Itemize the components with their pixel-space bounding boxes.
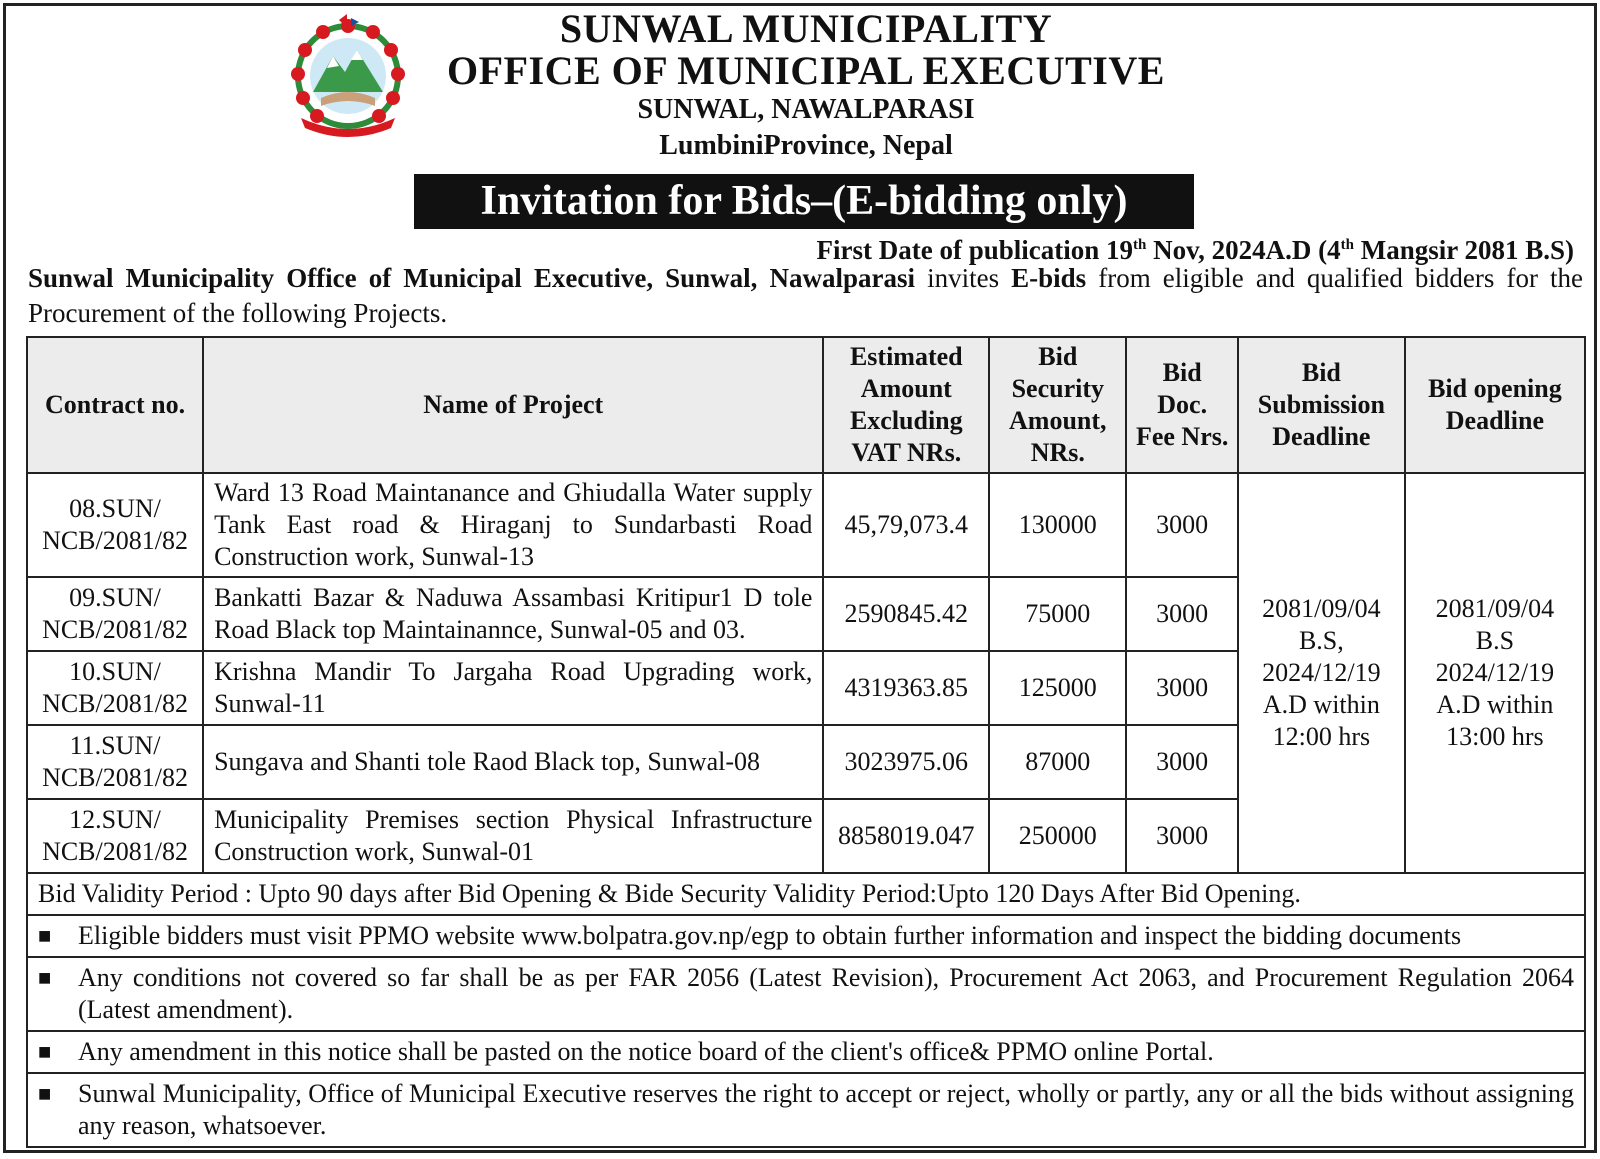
project-name: Krishna Mandir To Jargaha Road Upgrading work, Sunwal-11 (203, 651, 823, 725)
estimated-amount: 3023975.06 (823, 725, 989, 799)
bid-doc-fee: 3000 (1126, 651, 1238, 725)
estimated-amount: 8858019.047 (823, 799, 989, 873)
list-item (38, 920, 1574, 952)
condition-text: Eligible bidders must visit PPMO website www.bolpatra.gov.np/egp to obtain further information and inspect the bidding documents (78, 921, 1462, 950)
contract-no: 08.SUN/ NCB/2081/82 (27, 473, 203, 577)
condition-row (27, 915, 1585, 957)
list-item (38, 1078, 1574, 1142)
bid-doc-fee: 3000 (1126, 725, 1238, 799)
header-bid-doc-fee: Bid Doc. Fee Nrs. (1126, 337, 1238, 473)
bid-security: 75000 (989, 577, 1126, 651)
bullet-square-icon: ■ (38, 965, 52, 990)
notice-page (3, 3, 1597, 1153)
opening-deadline: 2081/09/04 B.S 2024/12/19 A.D within 13:00 hrs (1405, 473, 1585, 873)
header-bid-security: Bid Security Amount, NRs. (989, 337, 1126, 473)
office-address: SUNWAL, NAWALPARASI (637, 94, 975, 125)
estimated-amount: 4319363.85 (823, 651, 989, 725)
submission-deadline: 2081/09/04 B.S, 2024/12/19 A.D within 12:00 hrs (1238, 473, 1405, 873)
municipality-name: SUNWAL MUNICIPALITY (559, 6, 1053, 51)
bid-validity-text: Bid Validity Period : Upto 90 days after Bid Opening & Bide Security Validity Period:Upto 120 Days After Bid Opening. (27, 873, 1585, 915)
contract-no: 09.SUN/ NCB/2081/82 (27, 577, 203, 651)
table-header-row (27, 337, 1585, 473)
bid-doc-fee: 3000 (1126, 799, 1238, 873)
header-contract-no: Contract no. (27, 337, 203, 473)
header-project-name: Name of Project (203, 337, 823, 473)
condition-text: Sunwal Municipality, Office of Municipal Executive reserves the right to accept or reject, wholly or partly, any or all the bids without assigning any reason, whatsoever. (78, 1079, 1574, 1140)
bids-table (26, 336, 1586, 1148)
bid-security: 250000 (989, 799, 1126, 873)
bullet-square-icon: ■ (38, 923, 52, 948)
bid-security: 130000 (989, 473, 1126, 577)
list-item (38, 962, 1574, 1026)
bid-security: 125000 (989, 651, 1126, 725)
bid-security: 87000 (989, 725, 1126, 799)
validity-row (27, 873, 1585, 915)
estimated-amount: 45,79,073.4 (823, 473, 989, 577)
office-header (406, 8, 1206, 164)
header-estimated-amount: Estimated Amount Excluding VAT NRs. (823, 337, 989, 473)
condition-text: Any amendment in this notice shall be pasted on the notice board of the client's office& PPMO online Portal. (78, 1037, 1214, 1066)
table-row (27, 473, 1585, 577)
list-item (38, 1036, 1574, 1068)
publication-date: First Date of publication 19th Nov, 2024A.D (4th Mangsir 2081 B.S) (816, 235, 1574, 265)
notice-title-banner: Invitation for Bids–(E-bidding only) (414, 174, 1194, 229)
province-country: LumbiniProvince, Nepal (659, 130, 953, 161)
bid-doc-fee: 3000 (1126, 473, 1238, 577)
condition-text: Any conditions not covered so far shall be as per FAR 2056 (Latest Revision), Procurement Act 2063, and Procurement Regulation 2064 (Latest amendment). (78, 963, 1574, 1024)
project-name: Municipality Premises section Physical Infrastructure Construction work, Sunwal-01 (203, 799, 823, 873)
nepal-government-emblem-icon (281, 14, 416, 139)
condition-row (27, 1031, 1585, 1073)
bullet-square-icon: ■ (38, 1081, 52, 1106)
contract-no: 10.SUN/ NCB/2081/82 (27, 651, 203, 725)
contract-no: 11.SUN/ NCB/2081/82 (27, 725, 203, 799)
bid-doc-fee: 3000 (1126, 577, 1238, 651)
office-name: OFFICE OF MUNICIPAL EXECUTIVE (447, 48, 1165, 93)
intro-paragraph: Sunwal Municipality Office of Municipal Executive, Sunwal, Nawalparasi invites E-bids from eligible and qualified bidders for the Procurement of the following Projects. (28, 263, 1583, 328)
condition-row (27, 957, 1585, 1031)
project-name: Sungava and Shanti tole Raod Black top, Sunwal-08 (203, 725, 823, 799)
project-name: Bankatti Bazar & Naduwa Assambasi Kritipur1 D tole Road Black top Maintainannce, Sunwal-05 and 03. (203, 577, 823, 651)
project-name: Ward 13 Road Maintanance and Ghiudalla Water supply Tank East road & Hiraganj to Sundarbasti Road Construction work, Sunwal-13 (203, 473, 823, 577)
header-opening-deadline: Bid opening Deadline (1405, 337, 1585, 473)
condition-row (27, 1073, 1585, 1147)
bullet-square-icon: ■ (38, 1039, 52, 1064)
contract-no: 12.SUN/ NCB/2081/82 (27, 799, 203, 873)
header-submission-deadline: Bid Submission Deadline (1238, 337, 1405, 473)
estimated-amount: 2590845.42 (823, 577, 989, 651)
